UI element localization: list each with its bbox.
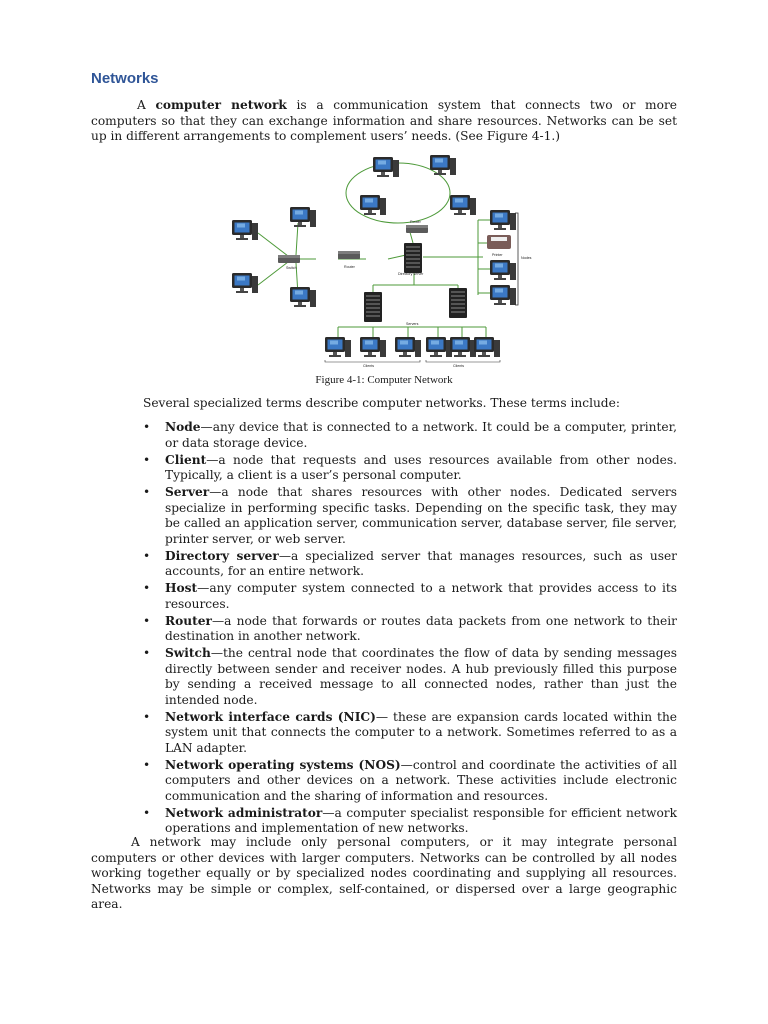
- term-name: Network interface cards (NIC): [165, 709, 376, 724]
- list-item: [143, 758, 677, 805]
- term-name: Server: [165, 485, 210, 499]
- bullet-icon: •: [143, 548, 151, 563]
- term-name: Node: [165, 420, 201, 434]
- bullet-icon: •: [143, 709, 151, 724]
- router-icon: [338, 251, 360, 259]
- label-nodes: Nodes: [521, 256, 532, 260]
- terms-list: [143, 420, 677, 838]
- list-item: [143, 710, 677, 757]
- term-desc: —a specialized server that manages resources, such as user accounts, for an entire network.: [165, 548, 677, 578]
- list-item: [143, 549, 677, 580]
- term-desc: —a node that requests and uses resources available from other nodes. Typically, a client is a user’s personal computer.: [165, 452, 677, 482]
- label-printer: Printer: [492, 253, 503, 257]
- label-router-mid: Router: [344, 265, 355, 269]
- switch-icon: [278, 255, 300, 263]
- term-name: Router: [165, 613, 212, 628]
- list-item: [143, 453, 677, 484]
- list-item: [143, 485, 677, 547]
- label-switch: Switch: [286, 266, 297, 270]
- label-router-top: Router: [410, 220, 421, 224]
- term-name: Network administrator: [165, 805, 323, 820]
- term-name: Switch: [165, 646, 211, 660]
- term-desc: — these are expansion cards located within the system unit that connects the computer to a network. Sometimes referred to as a LAN adapter.: [165, 709, 678, 755]
- figure-caption: Figure 4-1: Computer Network: [315, 374, 453, 386]
- term-desc: —a computer specialist responsible for efficient network operations and implementation of new networks.: [165, 805, 677, 835]
- term-name: Client: [165, 452, 207, 467]
- label-directory-server: Directory server: [398, 272, 424, 276]
- network-diagram: [228, 155, 542, 370]
- directory-server-icon: [404, 243, 422, 273]
- label-servers: Servers: [406, 322, 419, 326]
- router-icon: [406, 225, 428, 233]
- bullet-icon: •: [143, 485, 151, 499]
- term-desc: —a node that shares resources with other nodes. Dedicated servers specialize in performing specific tasks. Depending on the specific task, they may be called an application server, communication server, database server, file server, printer server, or web server.: [165, 485, 677, 546]
- term-name: Network operating systems (NOS): [165, 757, 401, 772]
- section-heading: Networks: [91, 70, 159, 87]
- server-icon: [364, 292, 382, 322]
- terms-lead: Several specialized terms describe computer networks. These terms include:: [143, 396, 620, 410]
- list-item: [143, 646, 677, 708]
- bullet-icon: •: [143, 805, 151, 820]
- list-item: [143, 420, 677, 451]
- term-desc: —control and coordinate the activities of all computers and other devices on a network. These activities include electronic communication and the sharing of information and resources.: [165, 757, 678, 803]
- term-name: Directory server: [165, 548, 279, 563]
- term-desc: —the central node that coordinates the flow of data by sending messages directly between sender and receiver nodes. A hub previously filled this purpose by sending a received message to all connected nodes, rather than just the intended node.: [165, 646, 677, 707]
- term-desc: —any computer system connected to a network that provides access to its resources.: [165, 581, 677, 611]
- list-item: [143, 614, 677, 645]
- intro-post: is a communication system that connects two or more computers so that they can exchange information and share resources. Networks can be set up in different arrangements to complement users’ needs. (See Figure 4-1.): [91, 98, 677, 144]
- bullet-icon: •: [143, 452, 151, 467]
- list-item: [143, 806, 677, 837]
- intro-bold-term: computer network: [155, 98, 287, 112]
- server-icon: [449, 288, 467, 318]
- term-desc: —a node that forwards or routes data packets from one network to their destination in another network.: [165, 613, 677, 643]
- bullet-icon: •: [143, 420, 151, 434]
- label-clients: Clients: [453, 364, 464, 368]
- list-item: [143, 581, 677, 612]
- intro-paragraph: [91, 98, 677, 145]
- label-clients: Clients: [363, 364, 374, 368]
- bullet-icon: •: [143, 613, 151, 628]
- intro-pre: A: [137, 98, 156, 112]
- bullet-icon: •: [143, 646, 151, 660]
- term-name: Host: [165, 581, 198, 595]
- bullet-icon: •: [143, 757, 151, 772]
- closing-paragraph: A network may include only personal computers, or it may integrate personal computers or other devices with larger computers. Networks can be controlled by all nodes working together equally or by specialized nodes coordinating and supplying all resources. Networks may be simple or complex, self-contained, or dispersed over a large geographic area.: [91, 835, 677, 912]
- bullet-icon: •: [143, 581, 151, 595]
- term-desc: —any device that is connected to a network. It could be a computer, printer, or data storage device.: [165, 420, 677, 450]
